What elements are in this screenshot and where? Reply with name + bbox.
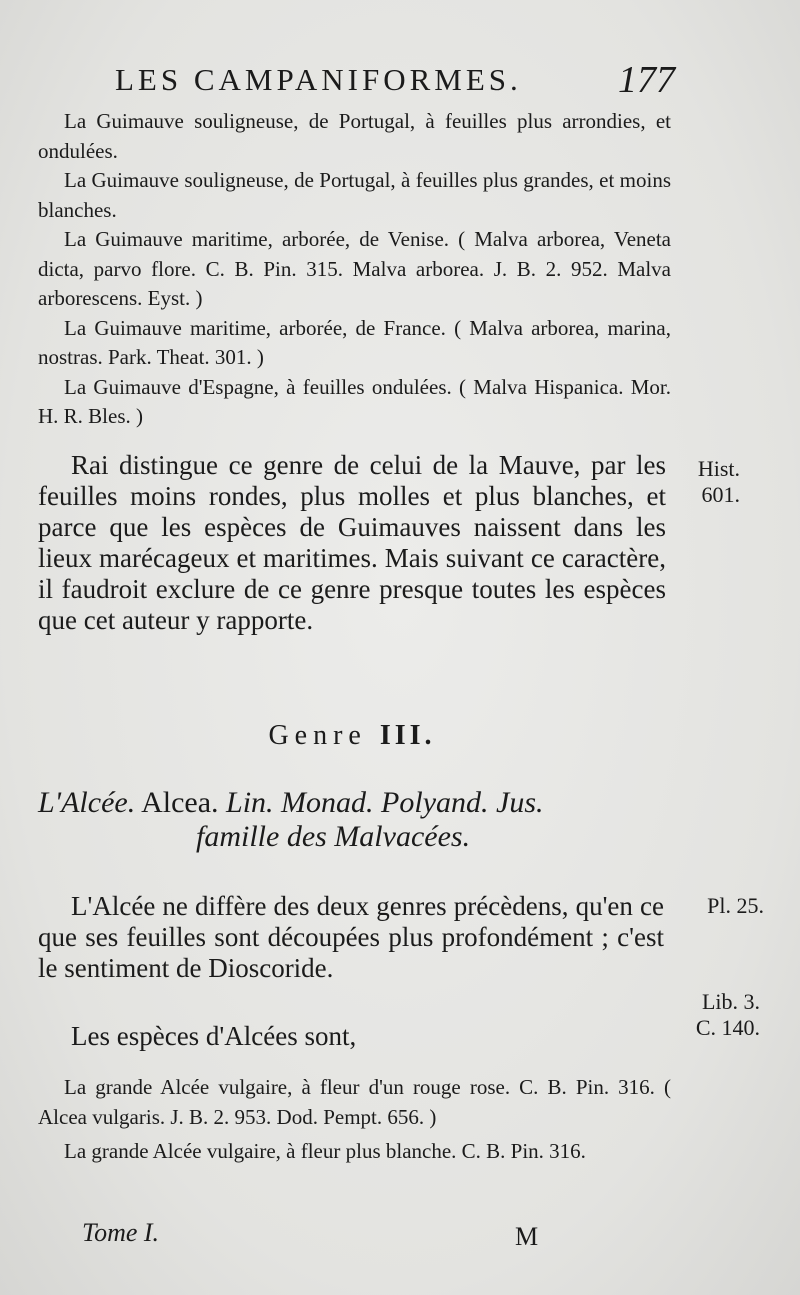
list-item: La grande Alcée vulgaire, à fleur plus blanche. C. B. Pin. 316. bbox=[64, 1139, 586, 1163]
margin-note-lib-label: Lib. 3. bbox=[701, 989, 760, 1014]
list-item: La Guimauve maritime, arborée, de France. ( Malva arborea, marina, nostras. Park. Theat. 301. ) bbox=[38, 315, 671, 369]
margin-note-chap-label: C. 140. bbox=[695, 1015, 760, 1040]
genus-latin-name: Alcea. bbox=[141, 786, 219, 819]
margin-note-plate: Pl. 25. bbox=[707, 893, 764, 918]
genre-number: III. bbox=[379, 720, 436, 751]
margin-note-hist-label: Hist. bbox=[697, 456, 740, 481]
footer-tome: Tome I. bbox=[82, 1218, 160, 1247]
page-header bbox=[115, 58, 675, 104]
page-number: 177 bbox=[618, 59, 675, 101]
paragraph-rai: Rai distingue ce genre de celui de la Mauve, par les feuilles moins rondes, plus molles et plus blanches, et parce que les espèces de Guimauves naissent dans les lieux marécageux et maritimes. Mais suivant ce caractère, il faudroit exclure de ce genre presque toutes les espèces que cet auteur y rapporte. bbox=[38, 450, 666, 635]
list-item: La Guimauve d'Espagne, à feuilles ondulées. ( Malva Hispanica. Mor. H. R. Bles. ) bbox=[38, 374, 671, 428]
margin-note-hist-page: 601. bbox=[701, 482, 740, 507]
genus-linnaeus-class: Lin. Monad. Polyand. Jus. bbox=[226, 786, 544, 819]
list-item: La grande Alcée vulgaire, à fleur d'un rouge rose. C. B. Pin. 316. ( Alcea vulgaris. J. B. 2. 953. Dod. Pempt. 656. ) bbox=[38, 1075, 671, 1129]
margin-note-hist bbox=[680, 456, 740, 508]
paragraph-alcee: L'Alcée ne diffère des deux genres précèdens, qu'en ce que ses feuilles sont découpées plus profondément ; c'est le sentiment de Dioscoride. bbox=[38, 891, 664, 983]
running-title: LES CAMPANIFORMES. bbox=[115, 62, 522, 97]
genus-title bbox=[38, 786, 658, 820]
species-list-alcee bbox=[38, 1073, 671, 1167]
genus-french-name: L'Alcée. bbox=[38, 786, 136, 819]
list-item: La Guimauve souligneuse, de Portugal, à feuilles plus arrondies, et ondulées. bbox=[38, 109, 671, 163]
margin-note-lib bbox=[672, 989, 760, 1041]
list-item: La Guimauve maritime, arborée, de Venise. ( Malva arborea, Veneta dicta, parvo flore. C. B. Pin. 315. Malva arborea. J. B. 2. 952. Malva arborescens. Eyst. ) bbox=[38, 227, 671, 310]
genus-family: famille des Malvacées. bbox=[196, 820, 471, 853]
variety-list-guimauve bbox=[38, 107, 671, 432]
list-item: La Guimauve souligneuse, de Portugal, à feuilles plus grandes, et moins blanches. bbox=[38, 168, 671, 222]
species-intro: Les espèces d'Alcées sont, bbox=[71, 1021, 357, 1051]
genre-word: Genre bbox=[268, 720, 367, 751]
signature-mark: M bbox=[515, 1222, 539, 1251]
genre-heading bbox=[38, 720, 666, 752]
